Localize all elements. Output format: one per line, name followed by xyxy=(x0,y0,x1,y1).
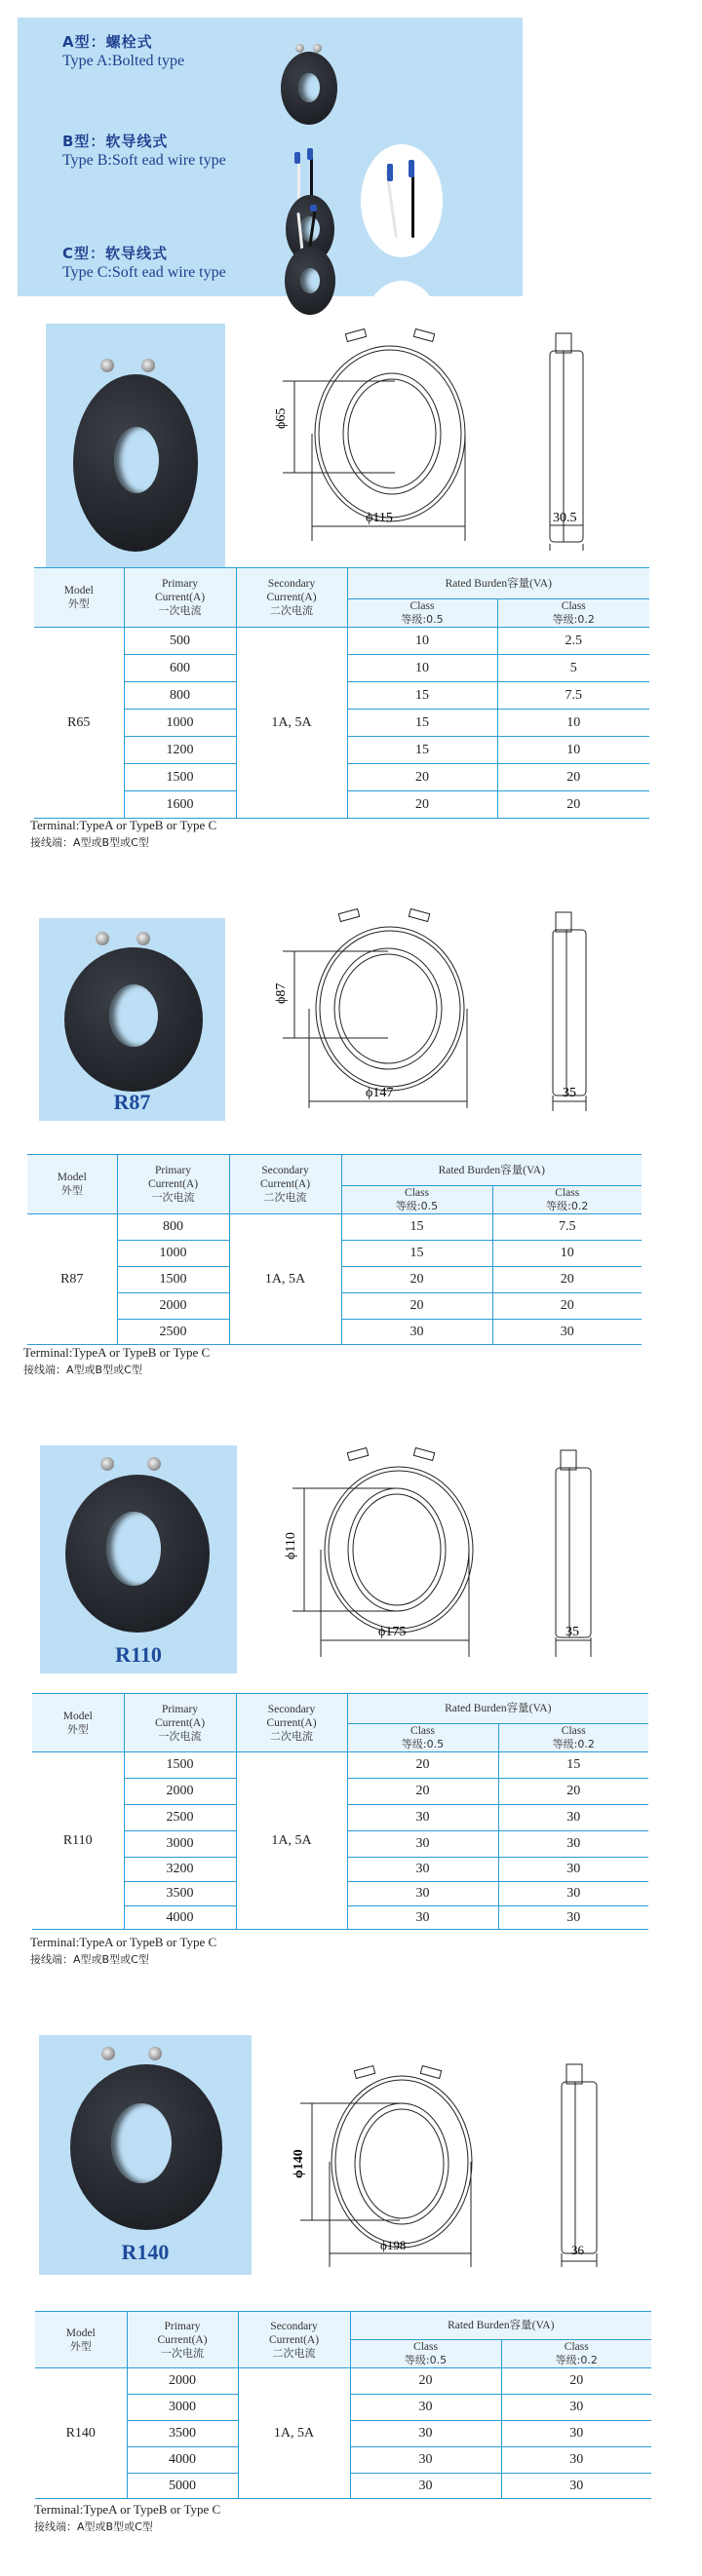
model-label: R87 xyxy=(113,1090,151,1114)
type-b-label: B型：软导线式 Type B:Soft ead wire type xyxy=(62,133,226,169)
svg-text:ϕ175: ϕ175 xyxy=(378,1625,407,1639)
terminal-note-r65: Terminal:TypeA or TypeB or Type C 接线端：A型或B型或C型 xyxy=(30,818,217,849)
model-cell: R65 xyxy=(34,628,124,819)
dimension-drawing-r65 xyxy=(273,322,604,556)
svg-text:36: 36 xyxy=(571,2243,584,2257)
product-photo-r110 xyxy=(40,1445,237,1673)
svg-text:ϕ110: ϕ110 xyxy=(284,1532,298,1559)
outer-diameter-label: ϕ115 xyxy=(366,511,393,525)
terminal-types-panel xyxy=(18,18,523,296)
terminal-note-r110: Terminal:TypeA or TypeB or Type C 接线端：A型或B型或C型 xyxy=(30,1935,217,1966)
depth-label: 30.5 xyxy=(553,511,577,525)
svg-text:ϕ87: ϕ87 xyxy=(274,982,289,1004)
svg-text:35: 35 xyxy=(566,1625,579,1639)
dimension-drawing-r87 xyxy=(273,906,604,1121)
dimension-drawing-r110 xyxy=(278,1442,609,1662)
type-c-label: C型：软导线式 Type C:Soft ead wire type xyxy=(62,245,226,281)
spec-table-r140: Model 外型 Primary Current(A) 一次电流 Secondary Current(A) 二次电流 Rated Burden容量(VA) Class 等级:0.5 Class 等级:0.2 R140 2000 1A, 5A 20 20 3000 30 30 3500 30 30 4000 30 30 5000 30 30 xyxy=(35,2311,651,2499)
spec-table-r110: Model 外型 Primary Current(A) 一次电流 Secondary Current(A) 二次电流 Rated Burden容量(VA) Class 等级:0.5 Class 等级:0.2 R110 1500 1A, 5A 20 15 2000 20 20 2500 30 30 3000 30 30 3200 30 30 3500 30 30 4000 30 30 xyxy=(32,1693,648,1930)
svg-text:35: 35 xyxy=(563,1086,576,1100)
spec-table-r65: Model 外型 Primary Current(A) 一次电流 Secondary Current(A) 二次电流 Rated Burden容量(VA) Class 等级:0.5 Class 等级:0.2 R65 500 1A, 5A 10 2.5 600 10 5 800 15 7.5 1000 15 10 1200 15 10 1500 20 20 1600 20 20 xyxy=(34,567,649,819)
type-b-wire-closeup xyxy=(361,144,443,257)
model-label: R140 xyxy=(121,2240,170,2264)
dimension-drawing-r140 xyxy=(283,2047,614,2271)
svg-text:ϕ198: ϕ198 xyxy=(380,2238,407,2252)
svg-text:ϕ147: ϕ147 xyxy=(366,1086,394,1100)
secondary-cell: 1A, 5A xyxy=(236,628,347,819)
model-label: R110 xyxy=(115,1642,162,1667)
product-photo-r140 xyxy=(39,2035,252,2275)
inner-diameter-label: ϕ65 xyxy=(274,407,289,429)
product-photo-r87 xyxy=(39,918,225,1121)
terminal-note-r140: Terminal:TypeA or TypeB or Type C 接线端：A型或B型或C型 xyxy=(34,2502,221,2533)
svg-text:ϕ140: ϕ140 xyxy=(292,2149,306,2178)
type-a-label: A型：螺栓式 Type A:Bolted type xyxy=(62,33,185,69)
terminal-note-r87: Terminal:TypeA or TypeB or Type C 接线端：A型或B型或C型 xyxy=(23,1345,211,1376)
spec-table-r87: Model 外型 Primary Current(A) 一次电流 Secondary Current(A) 二次电流 Rated Burden容量(VA) Class 等级:0.5 Class 等级:0.2 R87 800 1A, 5A 15 7.5 1000 15 10 1500 20 20 2000 20 20 2500 30 30 xyxy=(27,1154,642,1345)
